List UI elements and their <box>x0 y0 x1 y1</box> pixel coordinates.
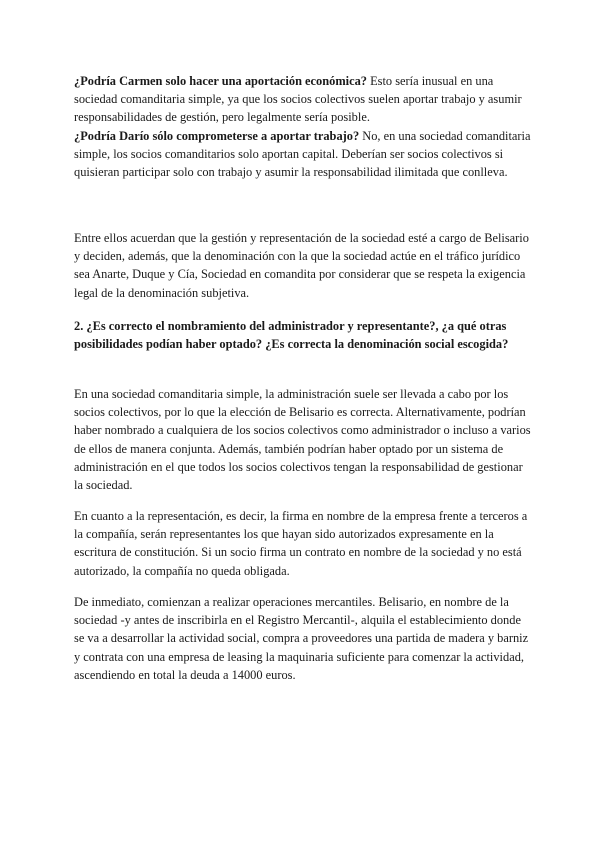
q2-answer: No, en una sociedad comanditaria simple, los socios comanditarios solo aportan capital. Deberían ser socios colectivos si quisieran participar solo con trabajo y asumir la responsabilidad ilimitada que conlleva. <box>74 128 531 180</box>
q2-question: ¿Podría Darío sólo comprometerse a aportar trabajo? <box>74 128 360 143</box>
representation-paragraph: En cuanto a la representación, es decir, la firma en nombre de la empresa frente a terceros a la compañía, serán representantes los que hayan sido autorizados expresamente en la escritura de constitución. Si un socio firma un contrato en nombre de la sociedad y no está autorizado, la compañía no queda obligada. <box>74 509 528 578</box>
question-2-heading: 2. ¿Es correcto el nombramiento del administrador y representante?, ¿a qué otras posibilidades podían haber optado? ¿Es correcta la denominación social escogida? <box>74 319 509 352</box>
agreement-paragraph: Entre ellos acuerdan que la gestión y representación de la sociedad esté a cargo de Belisario y deciden, además, que la denominación con la que la sociedad actúe en el tráfico jurídico sea Anarte, Duque y Cía, Sociedad en comandita por considerar que se respeta la exigencia legal de la denominación subjetiva. <box>74 231 529 300</box>
operations-paragraph: De inmediato, comienzan a realizar operaciones mercantiles. Belisario, en nombre de la sociedad -y antes de inscribirla en el Registro Mercantil-, alquila el establecimiento donde se va a desarrollar la actividad social, compra a proveedores una partida de madera y barniz y contrata con una empresa de leasing la maquinaria suficiente para comenzar la actividad, ascendiendo en total la deuda a 14000 euros. <box>74 595 529 682</box>
question-answer-block <box>74 72 534 181</box>
q1-question: ¿Podría Carmen solo hacer una aportación económica? <box>74 74 367 88</box>
administration-paragraph: En una sociedad comanditaria simple, la administración suele ser llevada a cabo por los socios colectivos, por lo que la elección de Belisario es correcta. Alternativamente, podrían haber nombrado a cualquiera de los socios colectivos como administrador o incluso a varios de ellos de manera conjunta. Además, también podrían haber optado por un sistema de administración en el que todos los socios colectivos tengan la responsabilidad de gestionar la sociedad. <box>74 387 531 493</box>
q1-answer: Esto sería inusual en una sociedad comanditaria simple, ya que los socios colectivos suelen aportar trabajo y asumir responsabilidades de gestión, pero legalmente sería posible. <box>74 74 522 125</box>
